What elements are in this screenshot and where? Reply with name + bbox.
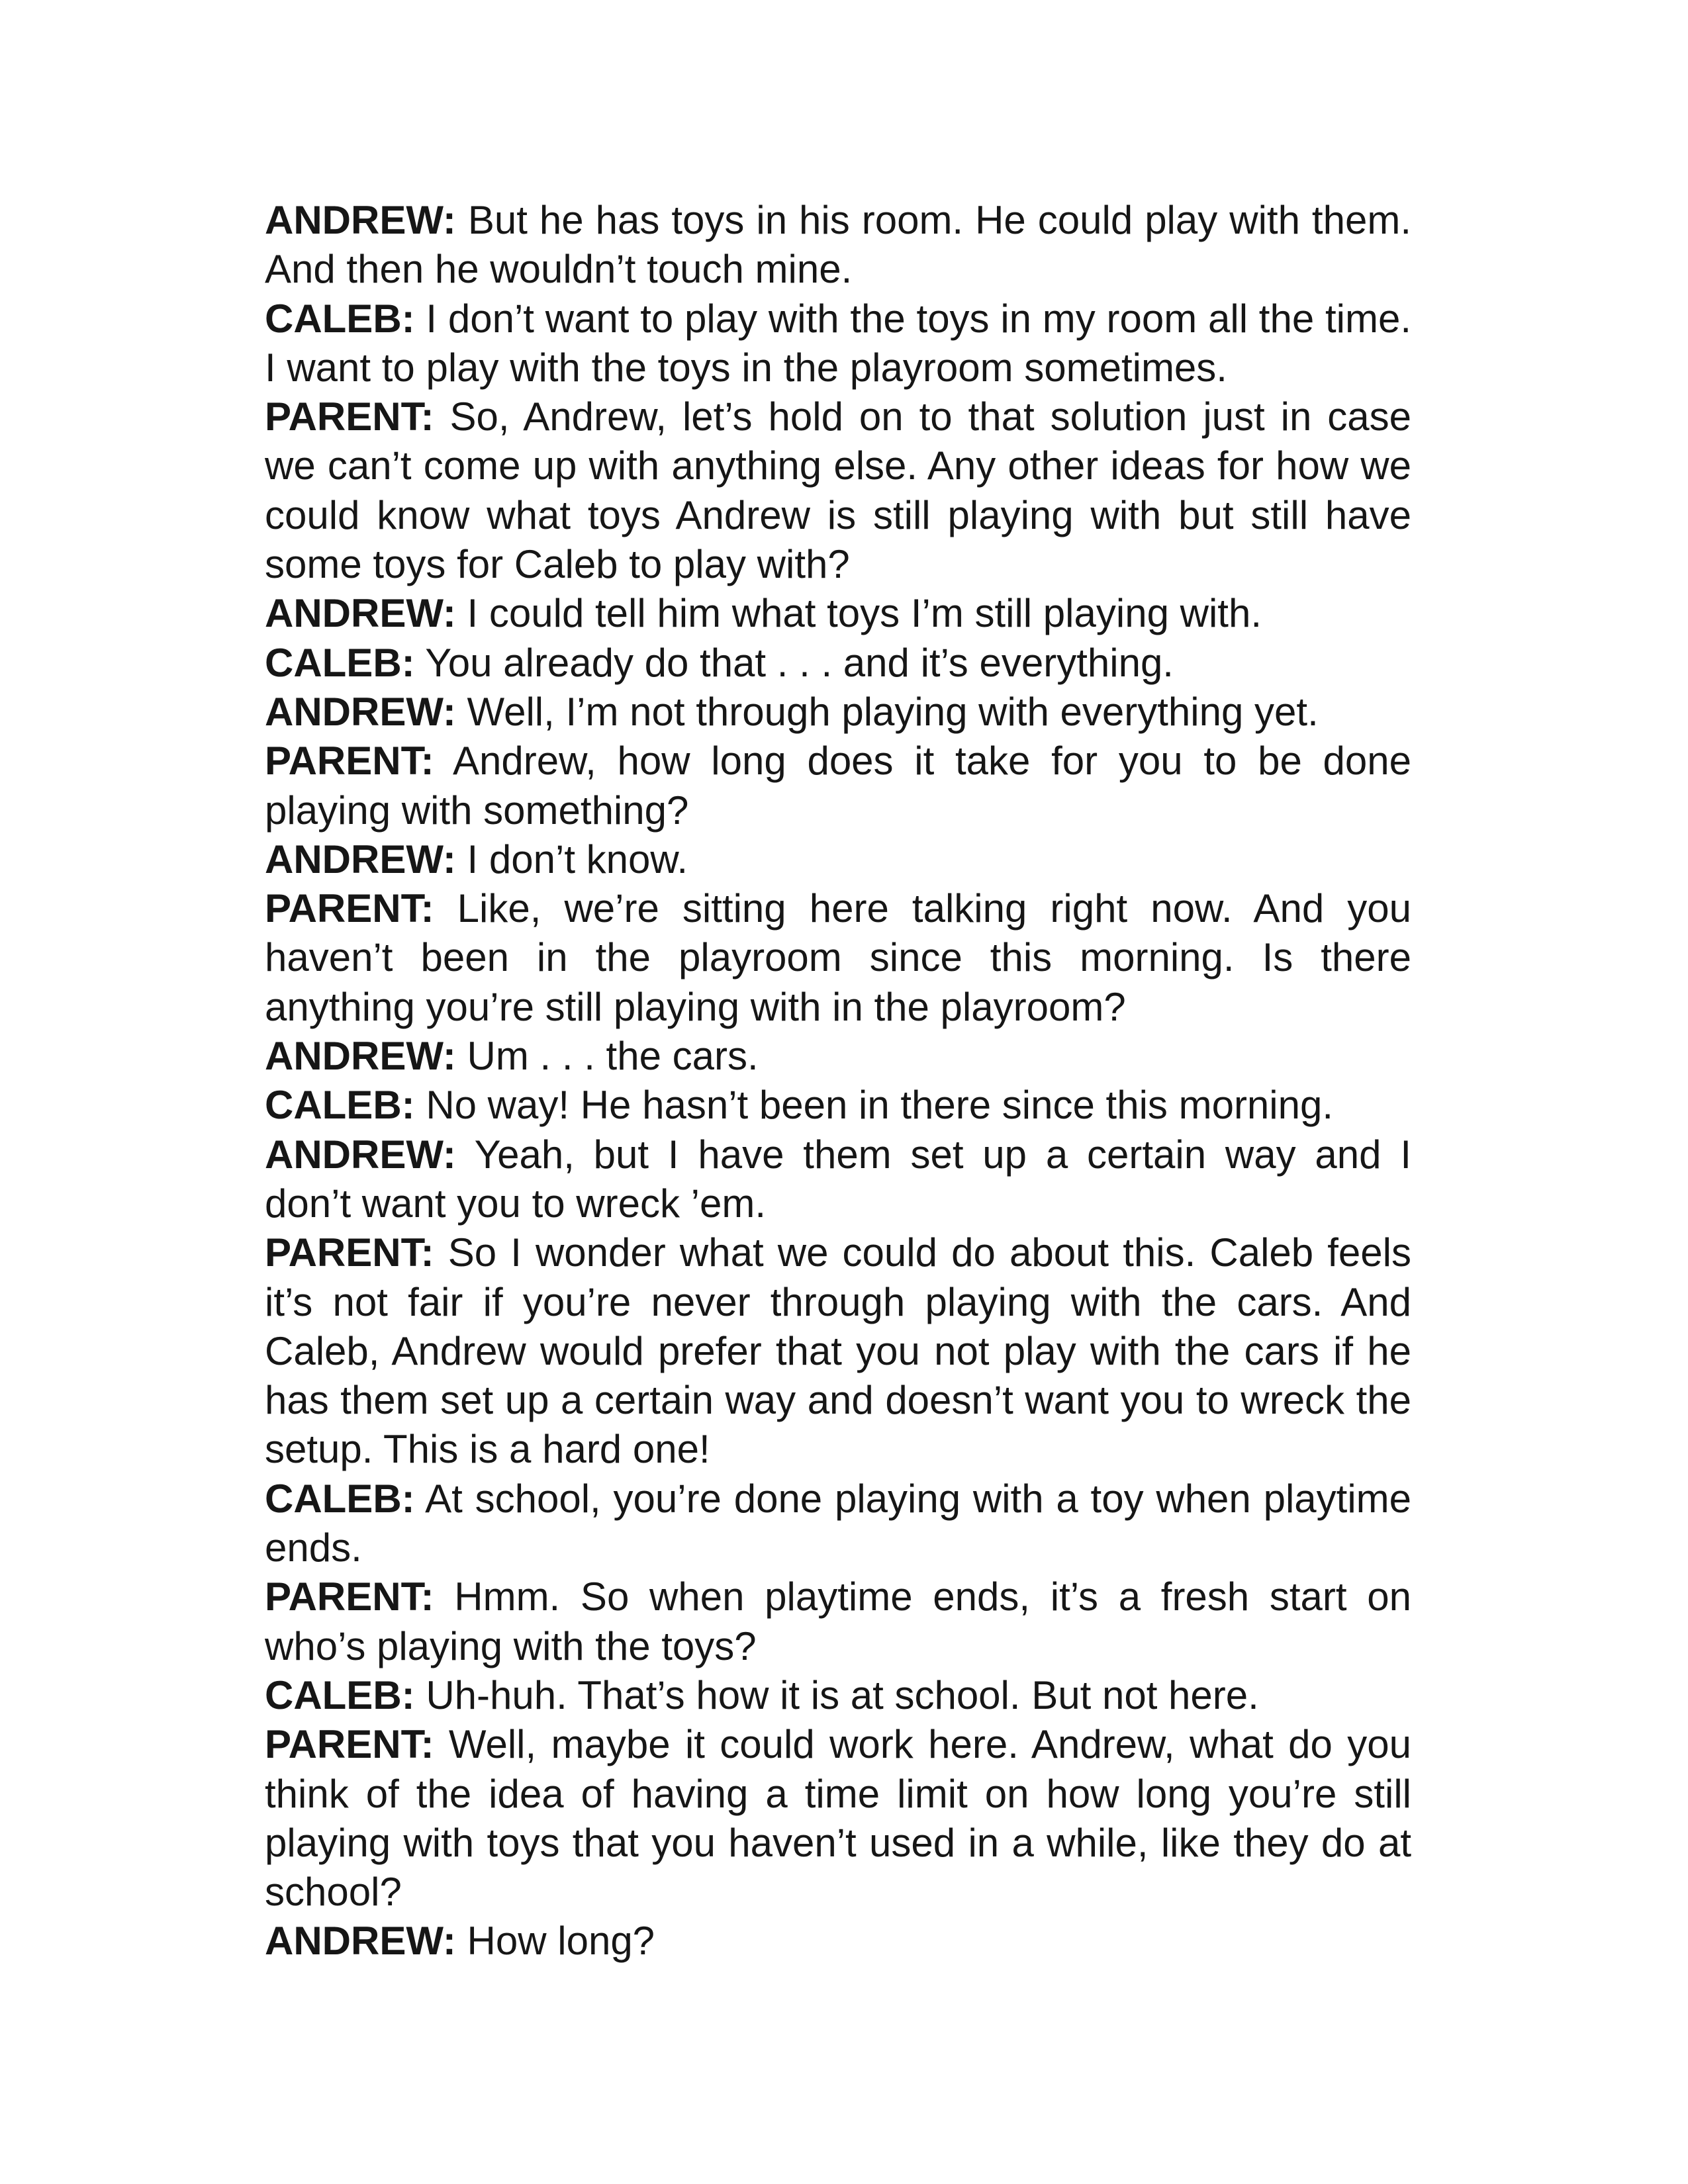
dialogue-text: I don’t want to play with the toys in my room all the time. I want to play with the toys in the playroom sometimes. xyxy=(265,296,1411,390)
dialogue-text: You already do that . . . and it’s everything. xyxy=(425,640,1174,685)
speaker-label: PARENT: xyxy=(265,1574,434,1619)
dialogue-text: Like, we’re sitting here talking right now. And you haven’t been in the playroom since this morning. Is there anything you’re still playing with in the playroom? xyxy=(265,886,1412,1029)
dialogue-text: So I wonder what we could do about this. Caleb feels it’s not fair if you’re never through playing with the cars. And Caleb, Andrew would prefer that you not play with the cars if he has them set up a certain way and doesn’t want you to wreck the setup. This is a hard one! xyxy=(265,1230,1411,1472)
dialogue-text: How long? xyxy=(467,1919,655,1964)
speaker-label: ANDREW: xyxy=(265,1034,456,1079)
dialogue-line xyxy=(265,835,1411,884)
speaker-label: PARENT: xyxy=(265,1230,434,1275)
dialogue-text: I could tell him what toys I’m still playing with. xyxy=(467,591,1262,636)
dialogue-line xyxy=(265,1720,1411,1917)
dialogue-text: But he has toys in his room. He could play with them. And then he wouldn’t touch mine. xyxy=(265,198,1411,292)
dialogue-text: Uh-huh. That’s how it is at school. But not here. xyxy=(426,1672,1259,1717)
speaker-label: ANDREW: xyxy=(265,198,456,242)
dialogue-text: Andrew, how long does it take for you to be done playing with something? xyxy=(265,739,1412,833)
dialogue-line xyxy=(265,1572,1411,1671)
dialogue-line xyxy=(265,639,1411,688)
dialogue-text: Well, I’m not through playing with everything yet. xyxy=(467,689,1319,734)
speaker-label: ANDREW: xyxy=(265,1919,456,1964)
speaker-label: ANDREW: xyxy=(265,689,456,734)
speaker-label: PARENT: xyxy=(265,1722,434,1767)
speaker-label: PARENT: xyxy=(265,394,434,439)
dialogue-text: So, Andrew, let’s hold on to that solution just in case we can’t come up with anything else. Any other ideas for how we could know what toys Andrew is still playing with but still have some toys for Caleb to play with? xyxy=(265,394,1412,587)
dialogue-line xyxy=(265,1228,1411,1474)
dialogue-line xyxy=(265,884,1411,1032)
dialogue-line xyxy=(265,1130,1411,1229)
dialogue-text: Um . . . the cars. xyxy=(467,1034,759,1079)
dialogue-line xyxy=(265,1032,1411,1081)
speaker-label: ANDREW: xyxy=(265,837,456,882)
speaker-label: PARENT: xyxy=(265,886,434,931)
dialogue-line xyxy=(265,196,1411,295)
speaker-label: ANDREW: xyxy=(265,1132,456,1177)
dialogue-text: At school, you’re done playing with a toy when playtime ends. xyxy=(265,1476,1411,1570)
dialogue-line xyxy=(265,1081,1411,1130)
speaker-label: CALEB: xyxy=(265,296,415,341)
dialogue-line xyxy=(265,295,1411,393)
dialogue-line xyxy=(265,1671,1411,1720)
dialogue-text: Well, maybe it could work here. Andrew, what do you think of the idea of having a time limit on how long you’re still playing with toys that you haven’t used in a while, like they do at school? xyxy=(265,1722,1411,1915)
dialogue-line xyxy=(265,1475,1411,1573)
dialogue-line xyxy=(265,1917,1411,1966)
dialogue-text: Hmm. So when playtime ends, it’s a fresh start on who’s playing with the toys? xyxy=(265,1574,1411,1668)
dialogue-text: I don’t know. xyxy=(467,837,688,882)
speaker-label: CALEB: xyxy=(265,1476,415,1521)
speaker-label: ANDREW: xyxy=(265,591,456,636)
dialogue-line xyxy=(265,688,1411,737)
dialogue-text: Yeah, but I have them set up a certain way and I don’t want you to wreck ’em. xyxy=(265,1132,1411,1226)
speaker-label: PARENT: xyxy=(265,739,434,784)
speaker-label: CALEB: xyxy=(265,1672,415,1717)
dialogue-line xyxy=(265,737,1411,835)
dialogue-line xyxy=(265,392,1411,589)
speaker-label: CALEB: xyxy=(265,640,415,685)
speaker-label: CALEB: xyxy=(265,1083,415,1128)
dialogue-text: No way! He hasn’t been in there since this morning. xyxy=(426,1083,1334,1128)
document-page xyxy=(265,196,1411,1966)
dialogue-line xyxy=(265,589,1411,638)
